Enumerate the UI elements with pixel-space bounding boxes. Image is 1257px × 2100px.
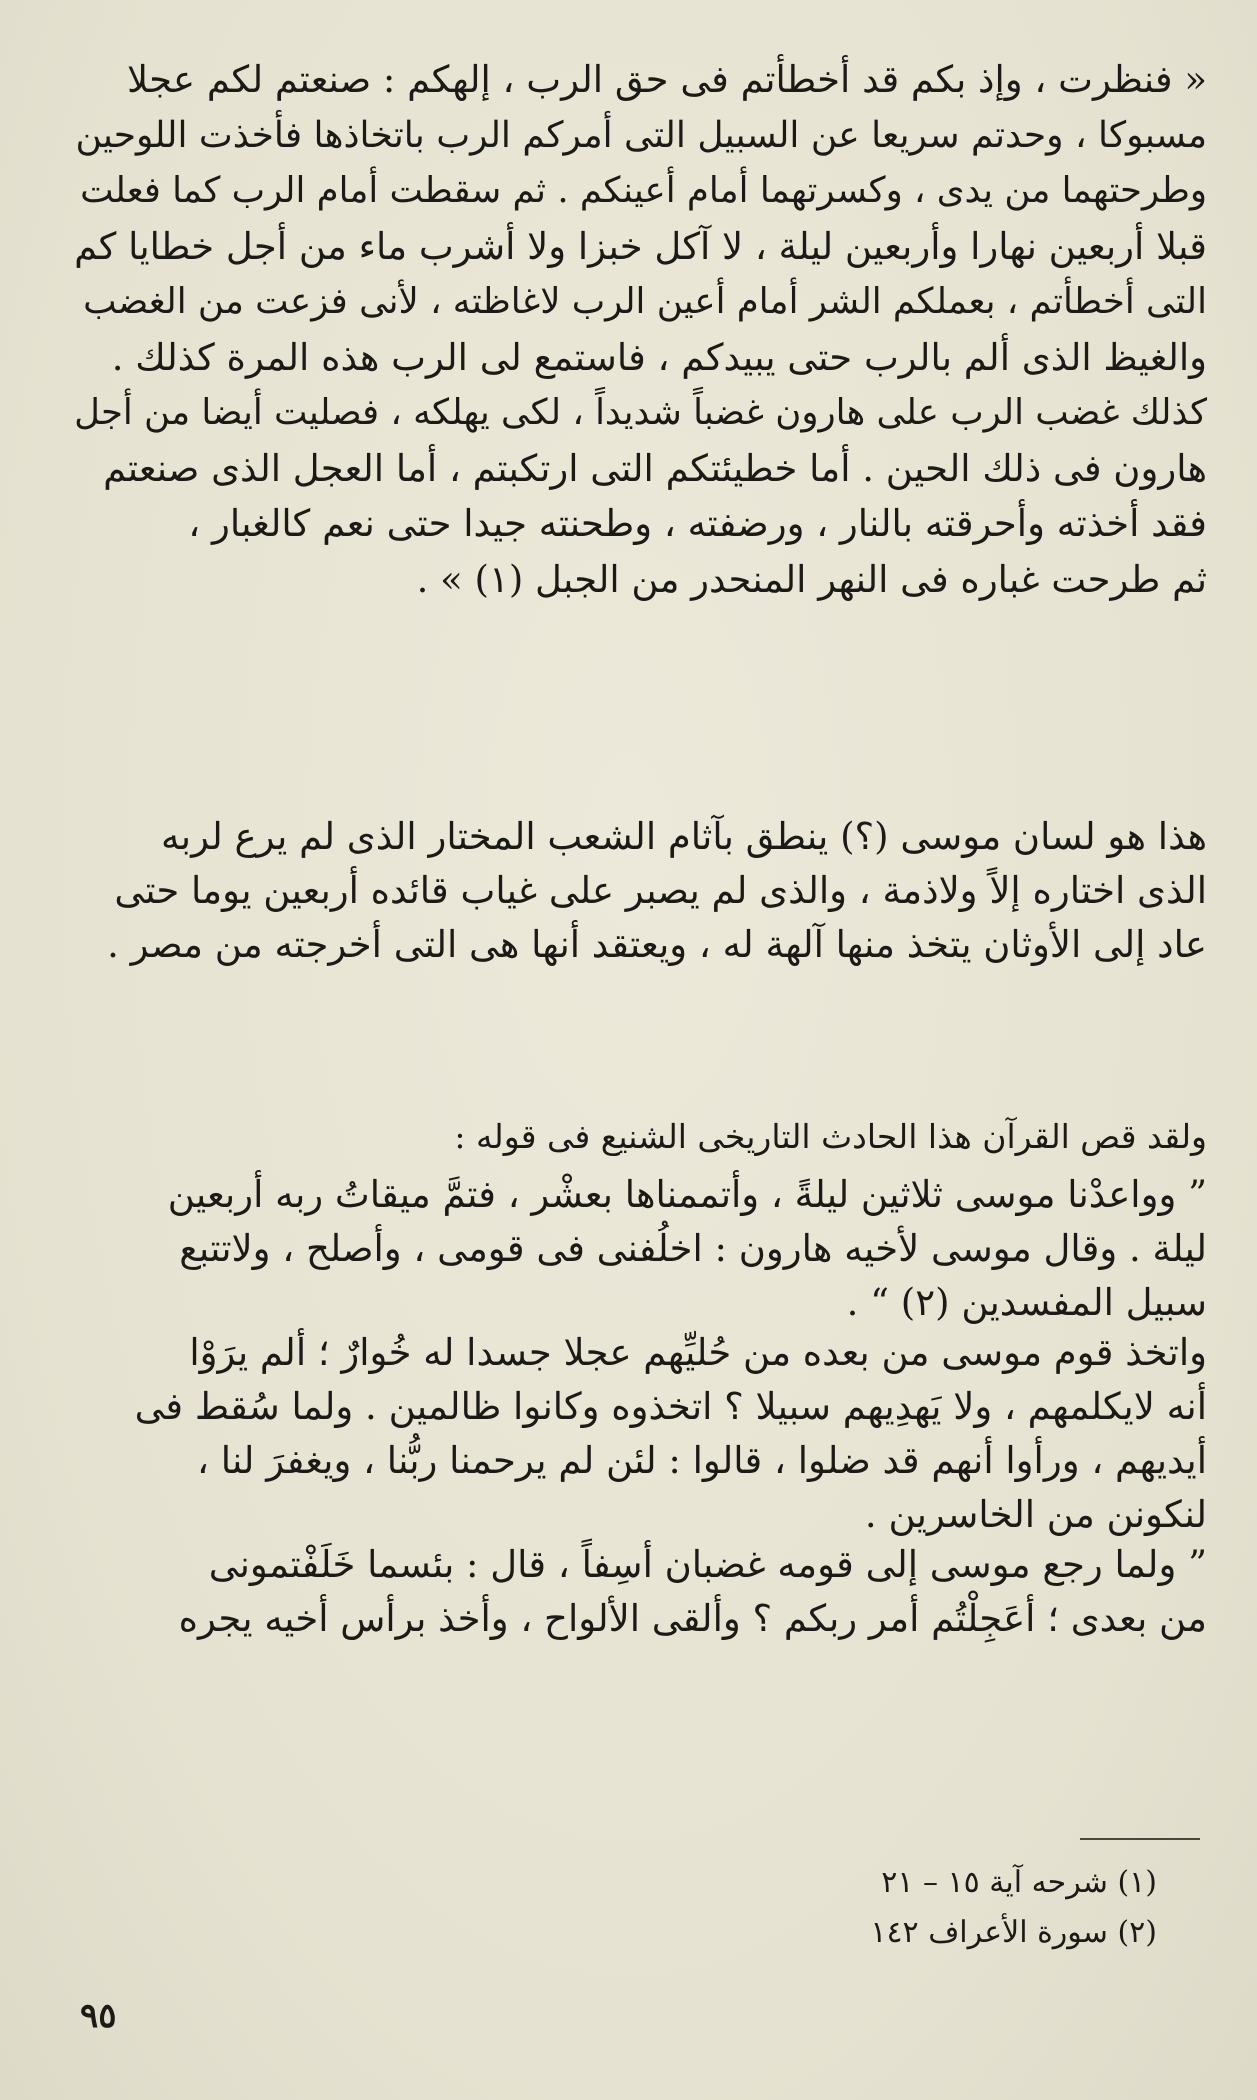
text-line: « فنظرت ، وإذ بكم قد أخطأتم فى حق الرب ، إلهكم : صنعتم لكم عجلا [127,58,1207,101]
text-line: عاد إلى الأوثان يتخذ منها آلهة له ، ويعتقد أنها هى التى أخرجته من مصر . [107,923,1207,966]
text-line: التى أخطأتم ، بعملكم الشر أمام أعين الرب لاغاظته ، لأنى فزعت من الغضب [83,281,1207,322]
footnote-1: (١) شرحه آية ١٥ – ٢١ [881,1865,1157,1900]
text-line: لنكونن من الخاسرين . [864,1493,1207,1536]
text-line: ” وواعدْنا موسى ثلاثين ليلةً ، وأتممناها بعشْر ، فتمَّ ميقاتُ ربه أربعين [167,1173,1207,1216]
text-line: وطرحتهما من يدى ، وكسرتهما أمام أعينكم . ثم سقطت أمام الرب كما فعلت [80,170,1207,211]
text-line: كذلك غضب الرب على هارون غضباً شديداً ، لكى يهلكه ، فصليت أيضا من أجل [74,392,1207,433]
text-line: ” ولما رجع موسى إلى قومه غضبان أسِفاً ، قال : بئسما خَلَفْتمونى [208,1543,1207,1586]
text-line: من بعدى ؛ أعَجِلْتُم أمر ربكم ؟ وألقى الألواح ، وأخذ برأس أخيه يجره [178,1597,1207,1640]
separator-rule [1080,1838,1200,1840]
text-line: الذى اختاره إلاً ولاذمة ، والذى لم يصبر على غياب قائده أربعين يوما حتى [114,869,1207,912]
page-number: ٩٥ [80,1996,117,2036]
text-line: سبيل المفسدين (٢) “ . [846,1281,1207,1324]
paragraph-quran-verse-3 [70,1538,1207,1646]
paragraph-quote-moses [70,52,1207,607]
paragraph-quran-verse-1 [70,1168,1207,1330]
paragraph-commentary [70,810,1207,972]
text-line: ولقد قص القرآن هذا الحادث التاريخى الشنيع فى قوله : [454,1117,1207,1156]
text-line: هذا هو لسان موسى (؟) ينطق بآثام الشعب المختار الذى لم يرع لربه [160,815,1207,858]
text-line: ثم طرحت غباره فى النهر المنحدر من الجبل (١) » . [416,557,1207,601]
text-line: واتخذ قوم موسى من بعده من حُليِّهم عجلا جسدا له خُوارٌ ؛ ألم يرَوْا [189,1331,1207,1374]
paragraph-quran-verse-2 [70,1326,1207,1542]
quran-intro-heading [70,1110,1207,1164]
text-line: قبلا أربعين نهارا وأربعين ليلة ، لا آكل خبزا ولا أشرب ماء من أجل خطايا كم [74,224,1207,268]
text-line: مسبوكا ، وحدتم سريعا عن السبيل التى أمركم الرب باتخاذها فأخذت اللوحين [75,114,1207,156]
text-line: فقد أخذته وأحرقته بالنار ، ورضفته ، وطحنته جيدا حتى نعم كالغبار ، [188,502,1207,545]
text-line: هارون فى ذلك الحين . أما خطيئتكم التى ارتكبتم ، أما العجل الذى صنعتم [103,446,1207,490]
text-line: ليلة . وقال موسى لأخيه هارون : اخلُفنى فى قومى ، وأصلح ، ولاتتبع [179,1227,1207,1270]
text-line: أيديهم ، ورأوا أنهم قد ضلوا ، قالوا : لئن لم يرحمنا ربُّنا ، ويغفرَ لنا ، [197,1439,1207,1482]
text-line: أنه لايكلمهم ، ولا يَهدِيهم سبيلا ؟ اتخذوه وكانوا ظالمين . ولما سُقط فى [134,1385,1207,1428]
footnote-2: (٢) سورة الأعراف ١٤٢ [870,1915,1157,1950]
text-line: والغيظ الذى ألم بالرب حتى يبيدكم ، فاستمع لى الرب هذه المرة كذلك . [111,335,1207,379]
footnotes [870,1858,1157,1958]
